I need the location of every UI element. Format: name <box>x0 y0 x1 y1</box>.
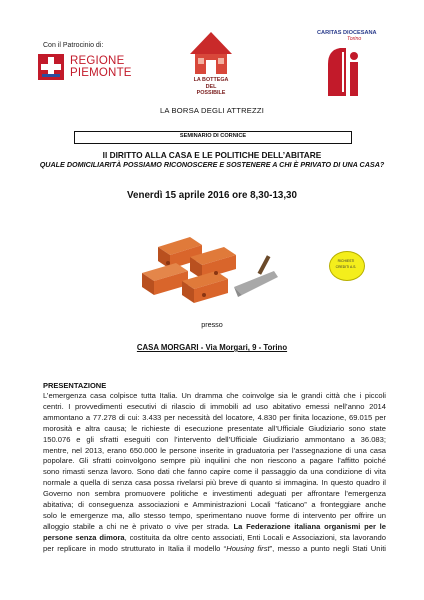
presentation-line: alloggio stabile a chi ne è privato o vive per strada. La Federazione italiana organismi per le <box>43 521 386 531</box>
presentation-line: abitativa; di conseguenza associazioni e Amministrazioni Locali “faticano” a fronteggiare anche <box>43 500 386 510</box>
presentation-heading: PRESENTAZIONE <box>43 381 107 390</box>
regione-line1: REGIONE <box>70 55 125 67</box>
bricks-and-trowel-image <box>138 233 284 313</box>
regione-line2: PIEMONTE <box>70 67 132 79</box>
presentation-line: 150.076 e gli sfratti eseguiti con l’intervento dell’Ufficiale Giudiziario ammontano a 36.083; <box>43 434 386 444</box>
presentation-line: centri. I provvedimenti esecutivi di rilascio di immobili ad uso abitativo emessi nell’anno 2014 <box>43 401 386 411</box>
event-title: Il DIRITTO ALLA CASA E LE POLITICHE DELL’ABITARE <box>102 150 322 160</box>
caritas-subtitle: Torino <box>347 35 362 42</box>
presentation-line: normale a quella di senza casa possa rivelarsi più breve di quanto si immagina. In questo quadro il <box>43 478 386 488</box>
caritas-logo-icon <box>320 42 370 98</box>
credits-badge-line2: CREDITI A.S. <box>335 265 357 269</box>
patronage-label: Con il Patrocinio di: <box>43 42 104 49</box>
caritas-title: CARITAS DIOCESANA <box>317 30 377 36</box>
event-venue: CASA MORGARI - Via Morgari, 9 - Torino <box>136 343 288 352</box>
bottega-line2: DEL <box>205 83 217 90</box>
event-date: Venerdì 15 aprile 2016 ore 8,30-13,30 <box>127 190 297 201</box>
regione-piemonte-wordmark <box>70 55 132 79</box>
presentation-line: solo le emergenze ma, allo stesso tempo, sperimentano nuove forme di intervento per offrire un <box>43 510 386 520</box>
bottega-line1: LA BOTTEGA <box>193 77 229 83</box>
credits-badge-line1: RICHIESTI <box>337 259 355 263</box>
presentation-line: per replicare in modo strutturato in Italia il modello “Housing first”, messo a punto negli Stati Uniti <box>43 543 386 553</box>
presentation-body <box>43 391 386 555</box>
seminar-label: SEMINARIO DI CORNICE <box>179 133 247 139</box>
presentation-line: morosità e altra causa; le richieste di esecuzione presentate all’Ufficiale Giudiziario sono state <box>43 423 386 433</box>
presentation-line: popolare. Gli sfratti coinvolgono sempre più inquilini che non riescono a pagare l’affitto poiché <box>43 456 386 466</box>
bottega-line3: POSSIBILE <box>196 90 226 97</box>
presentation-line: sono rimasti senza lavoro. Sono dati che fanno capire come il passaggio da una condizione di vita <box>43 467 386 477</box>
series-title: LA BORSA DEGLI ATTREZZI <box>159 106 265 115</box>
presentation-line: persone senza dimora, costituita da oltre cento associati, Enti Locali e Associazioni, sta lavorando <box>43 532 386 542</box>
presentation-line: mentre, nel 2013, erano 650.000 le persone inserite in graduatoria per l’assegnazione di una casa <box>43 445 386 455</box>
presentation-line: L’emergenza casa colpisce tutta Italia. Un dramma che coinvolge sia le grandi città che i piccoli <box>43 391 386 400</box>
bottega-wordmark <box>180 77 242 97</box>
presentation-line: ammontano a 77.278 di cui: 3.433 per necessità del locatore, 4.830 per finita locazione, 69.015 per <box>43 412 386 422</box>
event-subtitle: QUALE DOMICILIARITÀ POSSIAMO RICONOSCERE E SOSTENERE A CHI È PRIVATO DI UNA CASA? <box>39 160 385 169</box>
presentation-line: Governo non sembra promuovere politiche e investimenti adeguati per affrontare l’emergenza <box>43 489 386 499</box>
presso-label: presso <box>201 320 223 329</box>
